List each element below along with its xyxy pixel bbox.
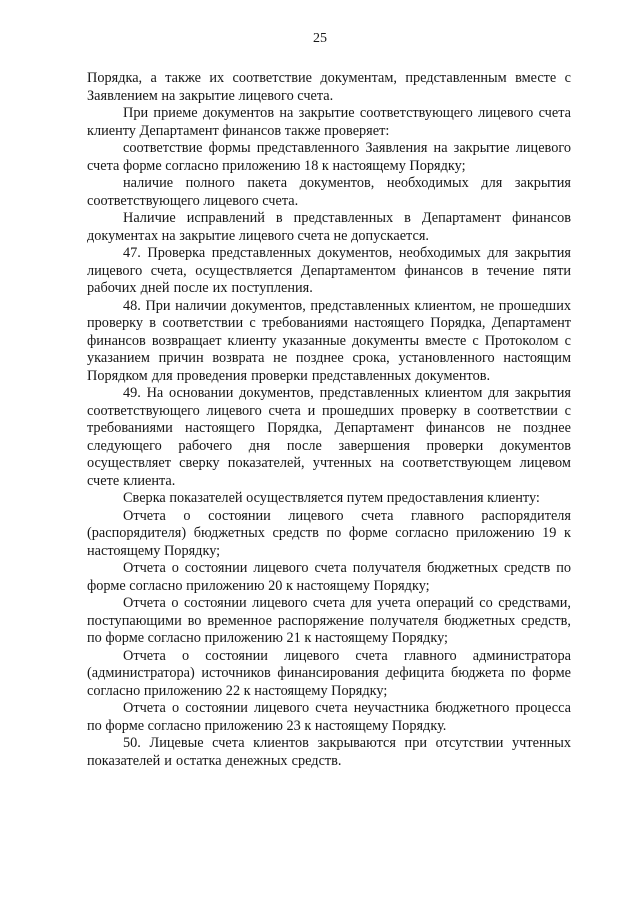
paragraph: наличие полного пакета документов, необходимых для закрытия соответствующего лицевого счета. [87, 175, 571, 209]
paragraph: Сверка показателей осуществляется путем предоставления клиенту: [123, 490, 540, 506]
document-body [87, 70, 571, 770]
paragraph: Порядка, а также их соответствие документам, представленным вместе с Заявлением на закрытие лицевого счета. [87, 70, 571, 104]
paragraph: При приеме документов на закрытие соответствующего лицевого счета клиенту Департамент финансов также проверяет: [87, 105, 571, 139]
paragraph-item-50: 50. Лицевые счета клиентов закрываются при отсутствии учтенных показателей и остатка денежных средств. [87, 735, 571, 769]
paragraph: Наличие исправлений в представленных в Департамент финансов документах на закрытие лицевого счета не допускается. [87, 210, 571, 244]
paragraph-item-47: 47. Проверка представленных документов, необходимых для закрытия лицевого счета, осуществляется Департаментом финансов в течение пяти рабочих дней после их поступления. [87, 245, 571, 296]
paragraph-report-list-item: Отчета о состоянии лицевого счета главного распорядителя (распорядителя) бюджетных средств по форме согласно приложению 19 к настоящему Порядку; [87, 507, 571, 559]
paragraph-report-list-item: Отчета о состоянии лицевого счета получателя бюджетных средств по форме согласно приложению 20 к настоящему Порядку; [87, 560, 571, 594]
paragraph-item-48: 48. При наличии документов, представленных клиентом, не прошедших проверку в соответствии с требованиями настоящего Порядка, Департамент финансов возвращает клиенту указанные документы вместе с Протоколом с указанием причин возврата не позднее срока, установленного настоящим Порядком для проведения проверки представленных документов. [87, 297, 571, 384]
paragraph-report-list-item: Отчета о состоянии лицевого счета для учета операций со средствами, поступающими во временное распоряжение получателя бюджетных средств, по форме согласно приложению 21 к настоящему Порядку; [87, 595, 571, 646]
paragraph-report-list-item: Отчета о состоянии лицевого счета неучастника бюджетного процесса по форме согласно приложению 23 к настоящему Порядку. [87, 700, 571, 734]
page-number: 25 [313, 31, 327, 46]
paragraph-report-list-item: Отчета о состоянии лицевого счета главного администратора (администратора) источников финансирования дефицита бюджета по форме согласно приложению 22 к настоящему Порядку; [87, 647, 571, 699]
paragraph: соответствие формы представленного Заявления на закрытие лицевого счета форме согласно приложению 18 к настоящему Порядку; [87, 140, 571, 174]
paragraph-item-49: 49. На основании документов, представленных клиентом для закрытия соответствующего лицевого счета и прошедших проверку в соответствии с требованиями настоящего Порядка, Департамент финансов не позднее следующего рабочего дня после завершения проверки документов осуществляет сверку показателей, учтенных на соответствующем лицевом счете клиента. [87, 385, 571, 489]
